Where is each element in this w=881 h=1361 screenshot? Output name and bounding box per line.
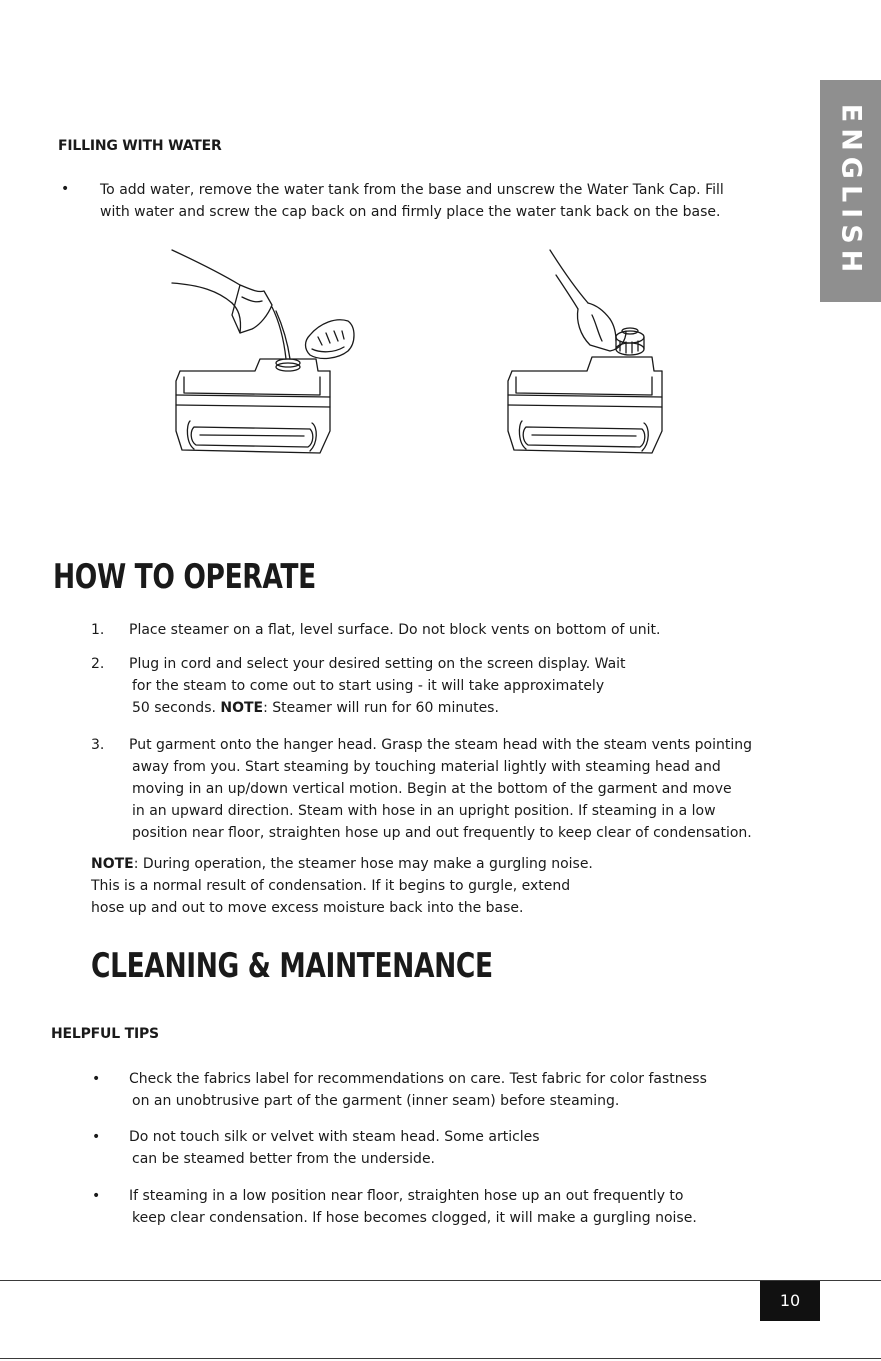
step-2-line-3	[129, 697, 809, 719]
step-3-line-2: away from you. Start steaming by touching material lightly with steaming head and	[132, 759, 721, 775]
filling-bullet-icon: •	[61, 181, 70, 197]
step-1-number: 1.	[91, 622, 105, 638]
note-line-1-text: : During operation, the steamer hose may make a gurgling noise.	[133, 856, 593, 872]
footer-rule	[0, 1280, 881, 1281]
tip-2-line-2: can be steamed better from the underside.	[132, 1151, 436, 1167]
tip-2-bullet-icon: •	[92, 1129, 101, 1145]
note-line-3: hose up and out to move excess moisture back into the base.	[91, 900, 524, 916]
filling-line-2: with water and screw the cap back on and firmly place the water tank back on the base.	[100, 204, 721, 220]
note-line-1	[91, 853, 791, 875]
tip-1	[129, 1068, 819, 1112]
step-2-text	[129, 653, 809, 719]
operate-heading: HOW TO OPERATE	[53, 557, 316, 597]
step-1-line-1: Place steamer on a flat, level surface. Do not block vents on bottom of unit.	[129, 622, 661, 638]
helpful-tips-heading: HELPFUL TIPS	[51, 1026, 159, 1042]
tip-2-line-1: Do not touch silk or velvet with steam head. Some articles	[129, 1129, 540, 1145]
tip-1-line-1: Check the fabrics label for recommendations on care. Test fabric for color fastness	[129, 1071, 707, 1087]
note-label: NOTE	[91, 856, 134, 872]
operate-note	[91, 853, 791, 919]
tip-3	[129, 1185, 819, 1229]
tip-3-line-2: keep clear condensation. If hose becomes clogged, it will make a gurgling noise.	[132, 1210, 697, 1226]
language-tab	[820, 80, 881, 302]
tip-1-line-2: on an unobtrusive part of the garment (inner seam) before steaming.	[132, 1093, 620, 1109]
note-line-2: This is a normal result of condensation. If it begins to gurgle, extend	[91, 878, 571, 894]
language-tab-label: ENGLISH	[835, 103, 866, 279]
bottom-rule	[0, 1358, 881, 1359]
step-3-number: 3.	[91, 737, 105, 753]
step-2-line-3-prefix: 50 seconds.	[132, 700, 221, 716]
step-1-text	[129, 619, 809, 641]
screwing-cap-illustration	[492, 245, 692, 460]
tip-1-bullet-icon: •	[92, 1071, 101, 1087]
filling-instruction	[100, 179, 800, 223]
step-3-text	[129, 734, 829, 844]
step-3-line-4: in an upward direction. Steam with hose in an upright position. If steaming in a low	[132, 803, 716, 819]
step-2-note-label: NOTE	[220, 700, 264, 716]
step-2-line-3-suffix: : Steamer will run for 60 minutes.	[263, 700, 499, 716]
filling-line-1: To add water, remove the water tank from the base and unscrew the Water Tank Cap. Fill	[100, 182, 724, 198]
filling-heading: FILLING WITH WATER	[58, 138, 222, 154]
step-2-number: 2.	[91, 656, 105, 672]
step-2-line-1: Plug in cord and select your desired setting on the screen display. Wait	[129, 656, 626, 672]
step-3-line-3: moving in an up/down vertical motion. Begin at the bottom of the garment and move	[132, 781, 732, 797]
tip-3-line-1: If steaming in a low position near floor, straighten hose up an out frequently to	[129, 1188, 684, 1204]
cleaning-heading: CLEANING & MAINTENANCE	[91, 946, 493, 986]
step-3-line-1: Put garment onto the hanger head. Grasp the steam head with the steam vents pointing	[129, 737, 753, 753]
page-number: 10	[760, 1281, 820, 1321]
step-3-line-5: position near floor, straighten hose up and out frequently to keep clear of condensation.	[132, 825, 752, 841]
step-2-line-2: for the steam to come out to start using - it will take approximately	[132, 678, 605, 694]
tip-3-bullet-icon: •	[92, 1188, 101, 1204]
pouring-water-illustration	[160, 245, 370, 460]
tip-2	[129, 1126, 819, 1170]
